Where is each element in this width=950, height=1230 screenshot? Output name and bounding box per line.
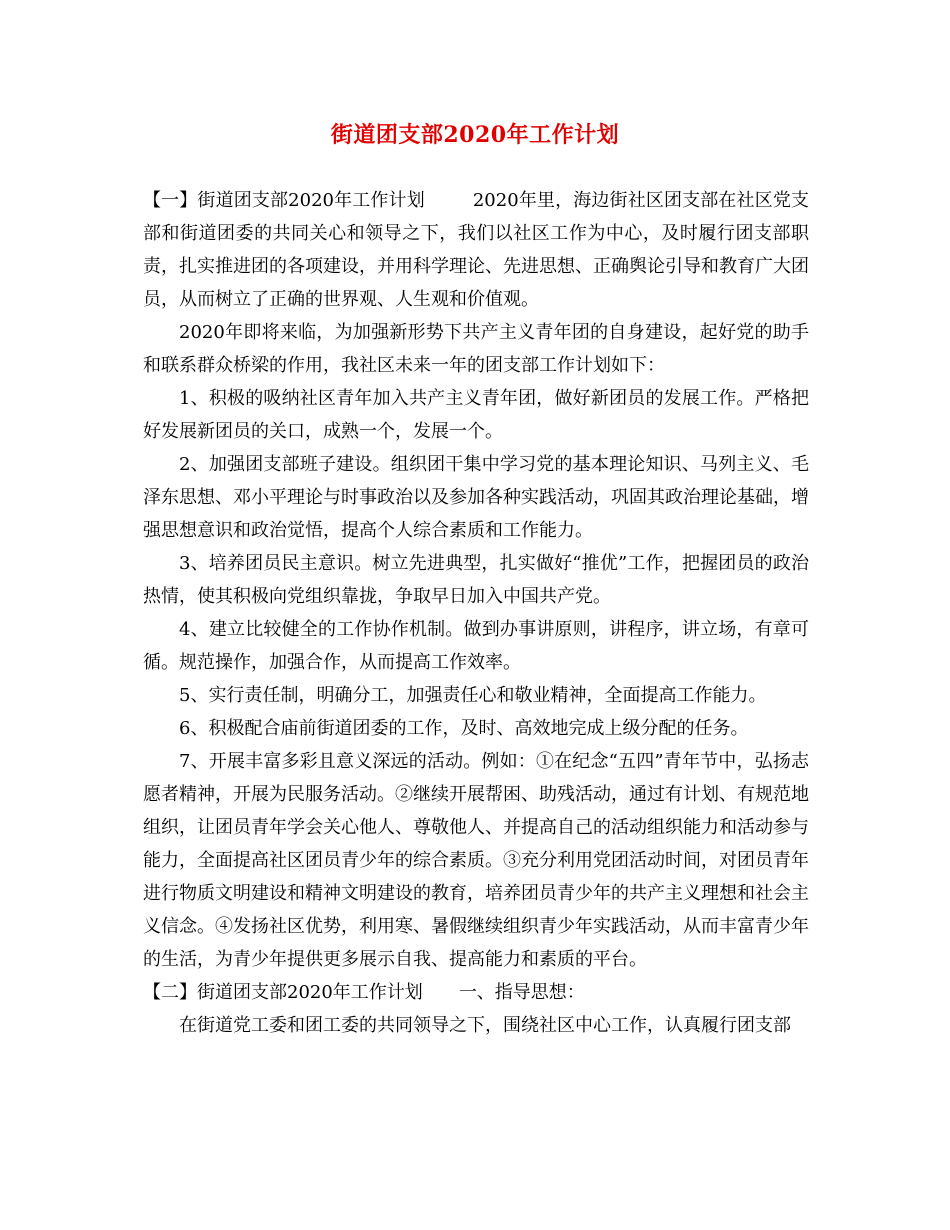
document-title: 街道团支部2020年工作计划 [330,122,620,148]
section2-heading: 【二】街道团支部2020年工作计划 [143,982,423,1003]
plan-item-2: 2、加强团支部班子建设。组织团干集中学习党的基本理论知识、马列主义、毛泽东思想、邓小平理论与时事政治以及参加各种实践活动，巩固其政治理论基础，增强思想意识和政治觉悟，提高个人综合素质和工作能力。 [143,454,809,541]
plan-item-6: 6、积极配合庙前街道团委的工作，及时、高效地完成上级分配的任务。 [179,718,749,739]
section1-paragraph-2: 2020年即将来临，为加强新形势下共产主义青年团的自身建设，起好党的助手和联系群众桥梁的作用，我社区未来一年的团支部工作计划如下： [143,322,809,376]
section2-subheading: 一、指导思想： [458,982,585,1003]
plan-item-7: 7、开展丰富多彩且意义深远的活动。例如：①在纪念“五四”青年节中，弘扬志愿者精神，开展为民服务活动。②继续开展帮困、助残活动，通过有计划、有规范地组织，让团员青年学会关心他人、尊敬他人、并提高自己的活动组织能力和活动参与能力，全面提高社区团员青少年的综合素质。③充分利用党团活动时间，对团员青年进行物质文明建设和精神文明建设的教育，培养团员青少年的共产主义理想和社会主义信念。④发扬社区优势，利用寒、暑假继续组织青少年实践活动，从而丰富青少年的生活，为青少年提供更多展示自我、提高能力和素质的平台。 [143,751,809,970]
plan-item-3: 3、培养团员民主意识。树立先进典型，扎实做好“推优”工作，把握团员的政治热情，使其积极向党组织靠拢，争取早日加入中国共产党。 [143,553,809,607]
section2-paragraph-1: 在街道党工委和团工委的共同领导之下，围绕社区中心工作，认真履行团支部 [179,1015,791,1036]
section1-intro-paragraph [143,184,809,316]
plan-item-4: 4、建立比较健全的工作协作机制。做到办事讲原则，讲程序，讲立场，有章可循。规范操作，加强合作，从而提高工作效率。 [143,619,809,673]
plan-item-1: 1、积极的吸纳社区青年加入共产主义青年团，做好新团员的发展工作。严格把好发展新团员的关口，成熟一个，发展一个。 [143,388,809,442]
plan-item-5: 5、实行责任制，明确分工，加强责任心和敬业精神，全面提高工作能力。 [179,685,767,706]
document-body [143,184,809,1042]
section2-heading-line [143,976,809,1009]
section1-heading: 【一】街道团支部2020年工作计划 [143,190,425,211]
section1-intro-text: 2020年里，海边街社区团支部在社区党支部和街道团委的共同关心和领导之下，我们以社区工作为中心，及时履行团支部职责，扎实推进团的各项建设，并用科学理论、先进思想、正确舆论引导和教育广大团员，从而树立了正确的世界观、人生观和价值观。 [143,190,809,310]
